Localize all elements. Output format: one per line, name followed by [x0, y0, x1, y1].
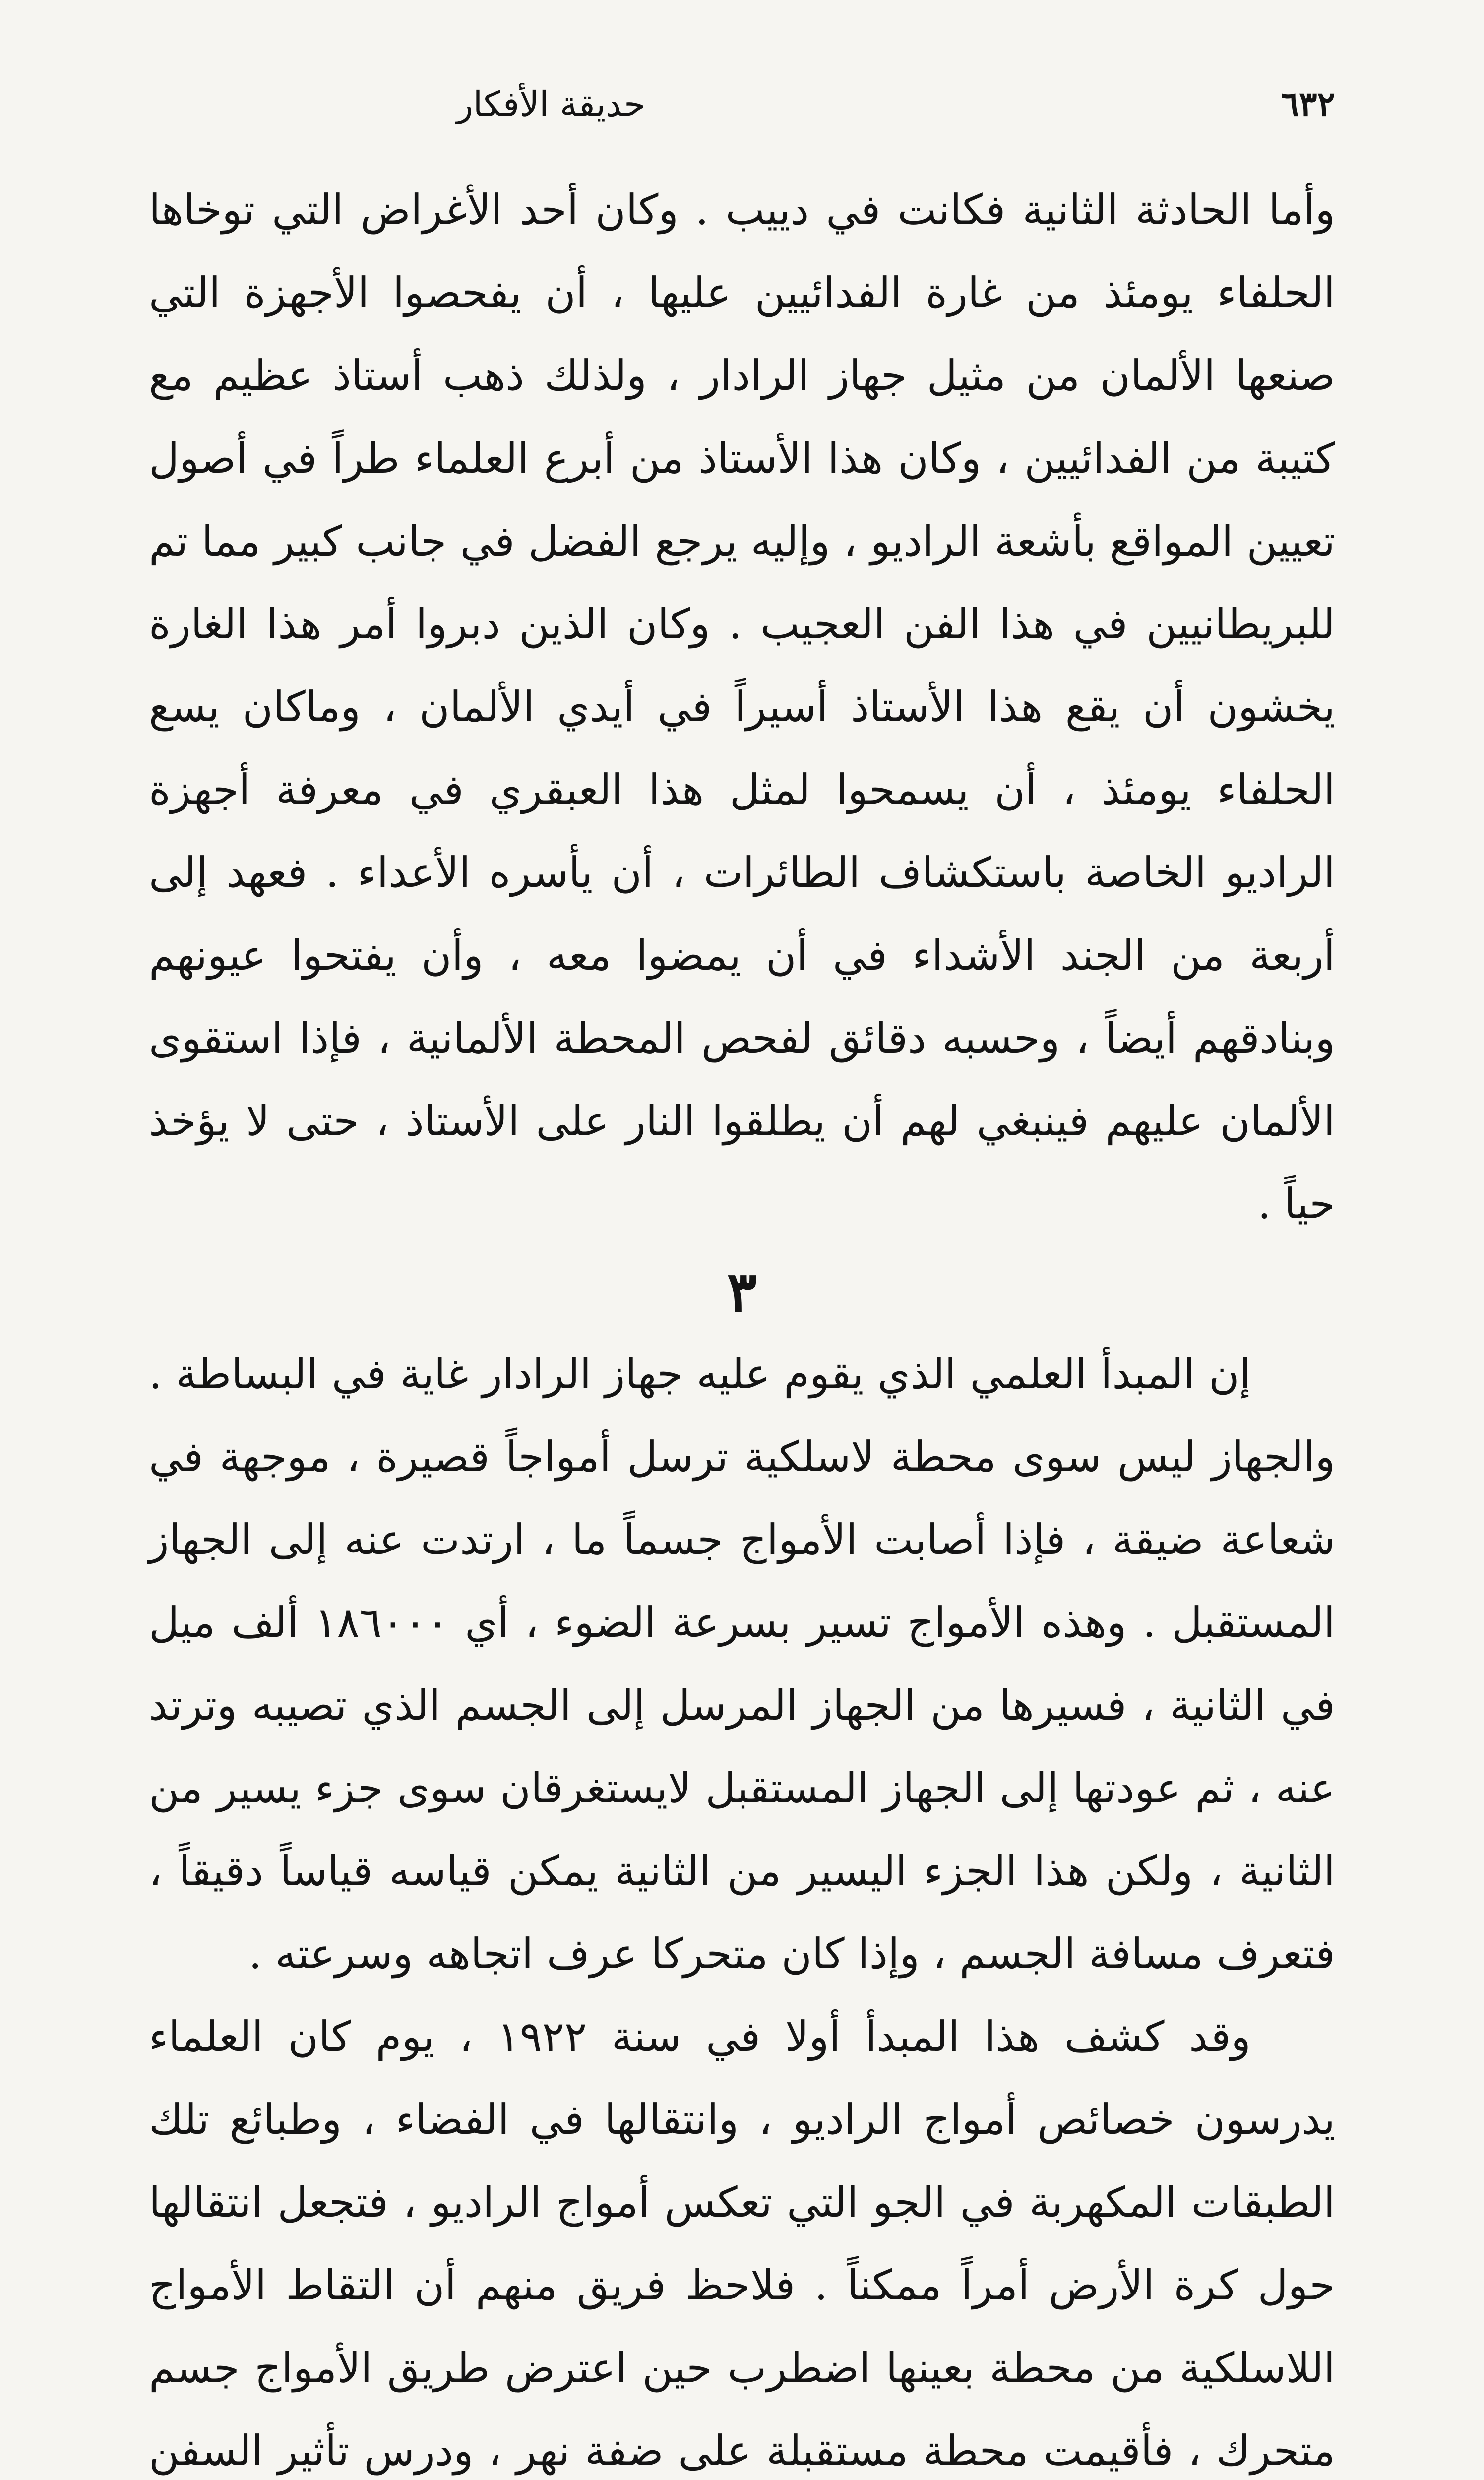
paragraph-radar-principle: إن المبدأ العلمي الذي يقوم عليه جهاز الرادار غاية في البساطة . والجهاز ليس سوى محطة لاسلكية ترسل أمواجاً قصيرة ، موجهة في شعاعة ضيقة ، فإذا أصابت الأمواج جسماً ما ، ارتدت عنه إلى الجهاز المستقبل . وهذه الأمواج تسير بسرعة الضوء ، أي ١٨٦٠٠٠ ألف ميل في الثانية ، فسيرها من الجهاز المرسل إلى الجسم الذي تصيبه وترتد عنه ، ثم عودتها إلى الجهاز المستقبل لايستغرقان سوى جزء يسير من الثانية ، ولكن هذا الجزء اليسير من الثانية يمكن قياسه قياساً دقيقاً ، فتعرف مسافة الجسم ، وإذا كان متحركا عرف اتجاهه وسرعته . — [149, 1350, 1335, 1978]
page-header — [149, 74, 1335, 134]
section-number: ٣ — [727, 1260, 757, 1325]
paragraph-discovery-1922: وقد كشف هذا المبدأ أولا في سنة ١٩٢٢ ، يوم كان العلماء يدرسون خصائص أمواج الراديو ، وانتقالها في الفضاء ، وطبائع تلك الطبقات المكهربة في الجو التي تعكس أمواج الراديو ، فتجعل انتقالها حول كرة الأرض أمراً ممكناً . فلاحظ فريق منهم أن التقاط الأمواج اللاسلكية من محطة بعينها اضطرب حين اعترض طريق الأمواج جسم متحرك ، فأقيمت محطة مستقبلة على ضفة نهر ، ودرس تأثير السفن — [149, 2012, 1335, 2475]
running-title: حديقة الأفكار — [456, 84, 646, 124]
paragraph-dieppe-raid: وأما الحادثة الثانية فكانت في دييب . وكان أحد الأغراض التي توخاها الحلفاء يومئذ من غارة الفدائيين عليها ، أن يفحصوا الأجهزة التي صنعها الألمان من مثيل جهاز الرادار ، ولذلك ذهب أستاذ عظيم مع كتيبة من الفدائيين ، وكان هذا الأستاذ من أبرع العلماء طراً في أصول تعيين المواقع بأشعة الراديو ، وإليه يرجع الفضل في جانب كبير مما تم للبريطانيين في هذا الفن العجيب . وكان الذين دبروا أمر هذا الغارة يخشون أن يقع هذا الأستاذ أسيراً في أيدي الألمان ، وماكان يسع الحلفاء يومئذ ، أن يسمحوا لمثل هذا العبقري في معرفة أجهزة الراديو الخاصة باستكشاف الطائرات ، أن يأسره الأعداء . فعهد إلى أربعة من الجند الأشداء في أن يمضوا معه ، وأن يفتحوا عيونهم وبنادقهم أيضاً ، وحسبه دقائق لفحص المحطة الألمانية ، فإذا استقوى الألمان عليهم فينبغي لهم أن يطلقوا النار على الأستاذ ، حتى لا يؤخذ حياً . — [149, 186, 1335, 1228]
page-body — [149, 169, 1335, 2480]
page-number: ٦٣٢ — [1281, 84, 1335, 124]
